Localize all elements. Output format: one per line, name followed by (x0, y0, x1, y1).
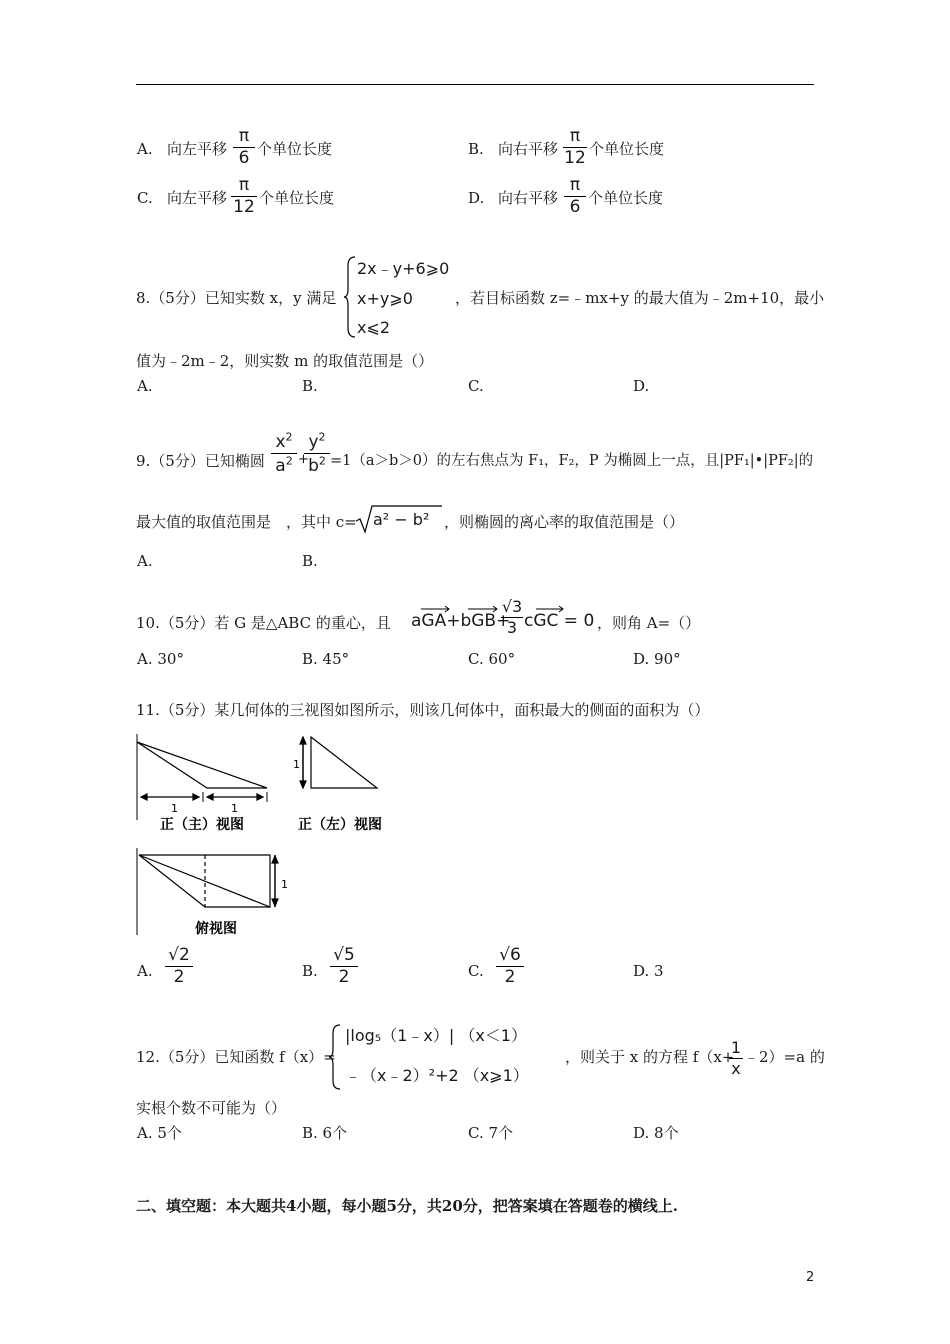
q12-option-c: C. 7个 (468, 1124, 514, 1142)
three-view-figure (135, 730, 405, 940)
q8-option-a: A. (137, 377, 153, 395)
q7-option-a-text: 向左平移 (167, 140, 228, 158)
q9-line-2-post: ，则椭圆的离心率的取值范围是（） (444, 513, 685, 531)
q10-option-b: B. 45° (302, 650, 350, 668)
q7-option-b-fraction: π 12 (564, 126, 586, 168)
q7-option-d-text: 向右平移 (498, 189, 559, 207)
q12-piecewise-brace (328, 1024, 342, 1090)
q10-option-a: A. 30° (137, 650, 184, 668)
q7-option-c-label: C. (137, 189, 153, 207)
front-view-dimension-1: 1 (171, 802, 178, 815)
page-number: 2 (806, 1270, 815, 1285)
side-view-label: 正（左）视图 (298, 817, 382, 833)
q7-option-b-suffix: 个单位长度 (589, 140, 665, 158)
q7-option-a-suffix: 个单位长度 (257, 140, 333, 158)
q11-text: 11.（5分）某几何体的三视图如图所示，则该几何体中，面积最大的侧面的面积为（） (136, 701, 710, 719)
q11-option-c-label: C. (468, 962, 484, 980)
q10-fraction-root3-over-3: √3 3 (501, 597, 523, 637)
q12-option-d: D. 8个 (633, 1124, 679, 1142)
q10-lead: 10.（5分）若 G 是△ABC 的重心，且 (136, 614, 391, 632)
q7-option-d-fraction: π 6 (564, 177, 586, 216)
q8-system-line-2: x+y⩾0 (357, 289, 413, 308)
q10-expression-2: cGC = 0 (524, 611, 595, 631)
q9-lead: 9.（5分）已知椭圆 (136, 452, 265, 470)
q12-fraction-1-over-x: 1 x (730, 1038, 742, 1078)
q7-option-a-fraction: π 6 (233, 128, 255, 167)
q7-option-c-suffix: 个单位长度 (259, 189, 335, 207)
q11-option-c-fraction: √6 2 (496, 947, 524, 986)
top-view-label: 俯视图 (195, 921, 237, 937)
q7-option-b-label: B. (468, 140, 484, 158)
q11-option-d: D. 3 (633, 962, 664, 980)
q8-line-2: 值为﹣2m﹣2，则实数 m 的取值范围是（） (136, 352, 434, 370)
q9-option-a: A. (137, 552, 153, 570)
q9-plus: + (298, 452, 309, 467)
front-view-label: 正（主）视图 (160, 817, 244, 833)
q8-system-line-1: 2x﹣y+6⩾0 (357, 259, 450, 278)
q11-option-b-label: B. (302, 962, 318, 980)
q8-lead: 8.（5分）已知实数 x，y 满足 (136, 289, 337, 307)
q9-line-2-c: ，其中 c= (286, 513, 357, 531)
q8-option-b: B. (302, 377, 318, 395)
q8-system-line-3: x⩽2 (357, 318, 391, 337)
q9-radicand: a² − b² (373, 510, 430, 529)
q11-option-b-fraction: √5 2 (330, 947, 358, 986)
q7-option-c-fraction: π 12 (231, 177, 257, 216)
q8-tail: ，若目标函数 z=﹣mx+y 的最大值为﹣2m+10，最小 (455, 289, 825, 307)
q8-option-c: C. (468, 377, 484, 395)
q8-option-d: D. (633, 377, 650, 395)
top-view-depth-dimension: 1 (281, 878, 288, 891)
q12-case-1: |log₅（1﹣x）| （x＜1） (345, 1026, 527, 1045)
q10-option-d: D. 90° (633, 650, 681, 668)
q12-tail-post: ﹣2）=a 的 (744, 1048, 825, 1066)
q9-fraction-y: $y^2$ $b^2$ (304, 431, 330, 475)
q10-expression-1: aGA+bGB+ (411, 611, 511, 631)
front-view-triangle (137, 742, 267, 788)
q7-option-c-text: 向左平移 (167, 189, 228, 207)
q12-lead: 12.（5分）已知函数 f（x）= (136, 1048, 336, 1066)
q12-line-2: 实根个数不可能为（） (136, 1099, 287, 1117)
q12-case-2: ﹣（x﹣2）²+2 （x⩾1） (345, 1066, 529, 1085)
q7-option-b-text: 向右平移 (498, 140, 559, 158)
q7-option-d-label: D. (468, 189, 485, 207)
front-view-dimension-2: 1 (231, 802, 238, 815)
side-view-height-dimension: 1 (293, 758, 300, 771)
q12-tail-pre: ，则关于 x 的方程 f（x+ (565, 1048, 735, 1066)
q12-option-a: A. 5个 (137, 1124, 182, 1142)
side-view-triangle (311, 737, 377, 788)
q9-line-2-pre: 最大值的取值范围是 (136, 513, 272, 531)
q7-option-d-suffix: 个单位长度 (588, 189, 664, 207)
q8-system-brace (343, 256, 357, 338)
q9-mid: =1（a＞b＞0）的左右焦点为 F₁，F₂，P 为椭圆上一点，且|PF₁|•|PF₂|的 (330, 453, 814, 469)
q10-option-c: C. 60° (468, 650, 516, 668)
section-2-heading: 二、填空题：本大题共4小题，每小题5分，共20分，把答案填在答题卷的横线上. (136, 1197, 678, 1215)
q9-fraction-x: $x^2$ $a^2$ (271, 431, 297, 475)
q7-option-a-label: A. (137, 140, 153, 158)
q9-option-b: B. (302, 552, 318, 570)
q12-option-b: B. 6个 (302, 1124, 348, 1142)
q10-tail: ，则角 A=（） (597, 614, 701, 632)
header-rule (136, 84, 814, 85)
q11-option-a-label: A. (137, 962, 153, 980)
q11-option-a-fraction: √2 2 (165, 947, 193, 986)
